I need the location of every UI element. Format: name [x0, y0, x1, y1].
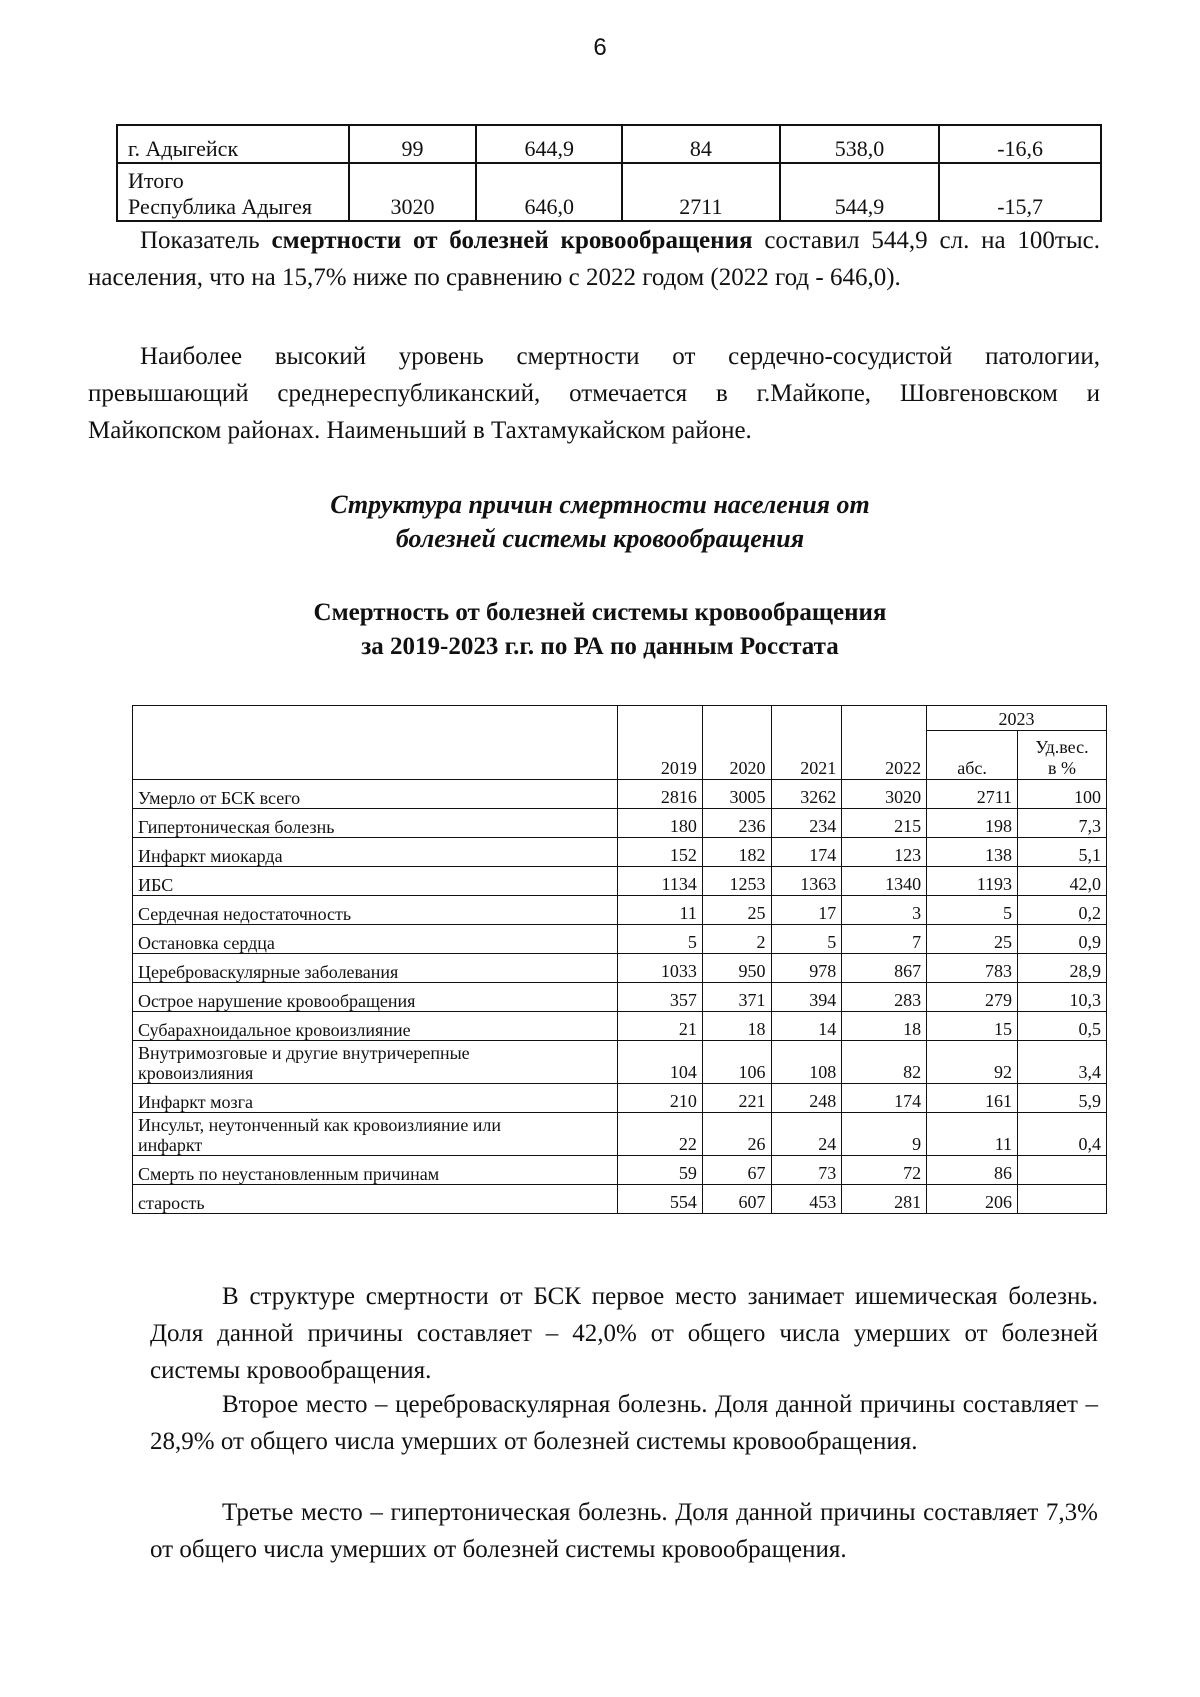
paragraph-third-place: Третье место – гипертоническая болезнь. Доля данной причины составляет 7,3% от общего числа умерших от болезней системы кровообращения. [150, 1499, 1098, 1563]
value-cell: 978 [771, 954, 842, 983]
row-label [117, 163, 349, 221]
table-row [117, 163, 1101, 221]
regional-summary-table [116, 124, 1102, 222]
value-cell: 123 [842, 838, 927, 867]
value-cell: 7,3 [1018, 809, 1107, 838]
cause-name: Инфаркт миокарда [133, 838, 618, 867]
header-abs: абс. [927, 731, 1018, 780]
value-cell: 5 [617, 925, 702, 954]
table-row [133, 896, 1107, 925]
paragraph-regional-levels: Наиболее высокий уровень смертности от сердечно-сосудистой патологии, превышающий среднереспубликанский, отмечается в г.Майкопе, Шовгеновском и Майкопском районах. Наименьший в Тахтамукайском районе. [88, 343, 1100, 444]
cause-name: Умерло от БСК всего [133, 780, 618, 809]
header-row [133, 706, 1107, 731]
table-row [133, 780, 1107, 809]
value-cell: 2711 [927, 780, 1018, 809]
value-cell: 26 [702, 1113, 771, 1156]
value-cell: 1033 [617, 954, 702, 983]
value-cell: 5 [771, 925, 842, 954]
value-cell: 357 [617, 983, 702, 1012]
table-title-line: за 2019-2023 г.г. по РА по данным Росстата [361, 633, 839, 660]
value-cell: 394 [771, 983, 842, 1012]
value-cell: 161 [927, 1084, 1018, 1113]
table-cell: 84 [622, 125, 780, 163]
value-cell: 82 [842, 1041, 927, 1084]
value-cell: 950 [702, 954, 771, 983]
value-cell: 174 [771, 838, 842, 867]
value-cell: 180 [617, 809, 702, 838]
table-cell: 644,9 [476, 125, 622, 163]
value-cell: 9 [842, 1113, 927, 1156]
table-cell: -16,6 [939, 125, 1101, 163]
cause-name-line: инфаркт [138, 1135, 203, 1155]
cause-name: ИБС [133, 867, 618, 896]
cause-name: Инфаркт мозга [133, 1084, 618, 1113]
value-cell: 5,9 [1018, 1084, 1107, 1113]
table-title [0, 596, 1200, 664]
value-cell: 1134 [617, 867, 702, 896]
table-cell: 99 [349, 125, 477, 163]
value-cell: 3 [842, 896, 927, 925]
value-cell: 236 [702, 809, 771, 838]
value-cell: 3005 [702, 780, 771, 809]
header-year-2023: 2023 [927, 706, 1107, 731]
value-cell: 10,3 [1018, 983, 1107, 1012]
text-span: Показатель [140, 227, 272, 254]
value-cell: 0,9 [1018, 925, 1107, 954]
cause-name [133, 1041, 618, 1084]
table-row [133, 1185, 1107, 1214]
table-cell: 538,0 [780, 125, 940, 163]
value-cell: 1253 [702, 867, 771, 896]
row-label: г. Адыгейск [117, 125, 349, 163]
header-year-2022: 2022 [842, 706, 927, 780]
cause-name: Острое нарушение кровообращения [133, 983, 618, 1012]
value-cell: 15 [927, 1012, 1018, 1041]
cause-name: Цереброваскулярные заболевания [133, 954, 618, 983]
value-cell: 0,4 [1018, 1113, 1107, 1156]
table-row [133, 1156, 1107, 1185]
value-cell: 22 [617, 1113, 702, 1156]
table-cell: 2711 [622, 163, 780, 221]
cause-name-line: Инсульт, неутонченный как кровоизлияние или [138, 1115, 502, 1135]
value-cell: 25 [702, 896, 771, 925]
value-cell: 108 [771, 1041, 842, 1084]
value-cell: 0,5 [1018, 1012, 1107, 1041]
value-cell: 1340 [842, 867, 927, 896]
table-cell: 3020 [349, 163, 477, 221]
value-cell: 67 [702, 1156, 771, 1185]
value-cell: 72 [842, 1156, 927, 1185]
value-cell: 28,9 [1018, 954, 1107, 983]
value-cell: 279 [927, 983, 1018, 1012]
value-cell: 106 [702, 1041, 771, 1084]
table-row [133, 983, 1107, 1012]
value-cell: 24 [771, 1113, 842, 1156]
value-cell [1018, 1185, 1107, 1214]
header-share-line: Уд.вес. [1035, 737, 1089, 757]
table-row [133, 1113, 1107, 1156]
value-cell: 234 [771, 809, 842, 838]
value-cell: 783 [927, 954, 1018, 983]
value-cell: 3,4 [1018, 1041, 1107, 1084]
value-cell: 104 [617, 1041, 702, 1084]
table-title-line: Смертность от болезней системы кровообращения [313, 599, 887, 626]
header-share-line: в % [1048, 758, 1077, 778]
mortality-structure-table [132, 705, 1107, 1214]
value-cell: 18 [702, 1012, 771, 1041]
value-cell: 7 [842, 925, 927, 954]
row-label-line: Итого [128, 168, 184, 193]
value-cell: 152 [617, 838, 702, 867]
value-cell: 3262 [771, 780, 842, 809]
value-cell: 221 [702, 1084, 771, 1113]
table-cell: 646,0 [476, 163, 622, 221]
value-cell: 59 [617, 1156, 702, 1185]
paragraph-first-place: В структуре смертности от БСК первое место занимает ишемическая болезнь. Доля данной причины составляет – 42,0% от общего числа умерших от болезней системы кровообращения. [150, 1283, 1098, 1384]
table-row [133, 925, 1107, 954]
page-number: 6 [593, 34, 607, 61]
cause-name: Сердечная недостаточность [133, 896, 618, 925]
cause-name: старость [133, 1185, 618, 1214]
cause-name [133, 1113, 618, 1156]
cause-name-line: кровоизлияния [138, 1063, 254, 1083]
table-cell: 544,9 [780, 163, 940, 221]
table-row [133, 838, 1107, 867]
cause-name: Смерть по неустановленным причинам [133, 1156, 618, 1185]
value-cell: 25 [927, 925, 1018, 954]
section-title [0, 488, 1200, 556]
value-cell: 5,1 [1018, 838, 1107, 867]
table-row [133, 1041, 1107, 1084]
value-cell: 100 [1018, 780, 1107, 809]
value-cell: 867 [842, 954, 927, 983]
value-cell: 11 [617, 896, 702, 925]
value-cell: 18 [842, 1012, 927, 1041]
cause-name: Субарахноидальное кровоизлияние [133, 1012, 618, 1041]
value-cell [1018, 1156, 1107, 1185]
header-year-2020: 2020 [702, 706, 771, 780]
value-cell: 2816 [617, 780, 702, 809]
value-cell: 17 [771, 896, 842, 925]
value-cell: 1193 [927, 867, 1018, 896]
value-cell: 371 [702, 983, 771, 1012]
table-cell: -15,7 [939, 163, 1101, 221]
value-cell: 607 [702, 1185, 771, 1214]
value-cell: 73 [771, 1156, 842, 1185]
header-empty [133, 706, 618, 780]
header-year-2019: 2019 [617, 706, 702, 780]
section-title-line: Структура причин смертности населения от [330, 490, 870, 519]
paragraph-second-place: Второе место – цереброваскулярная болезнь. Доля данной причины составляет – 28,9% от общего числа умерших от болезней системы кровообращения. [150, 1391, 1098, 1455]
value-cell: 198 [927, 809, 1018, 838]
table-row [133, 867, 1107, 896]
section-title-line: болезней системы кровообращения [395, 524, 805, 553]
value-cell: 182 [702, 838, 771, 867]
value-cell: 248 [771, 1084, 842, 1113]
value-cell: 21 [617, 1012, 702, 1041]
value-cell: 5 [927, 896, 1018, 925]
value-cell: 210 [617, 1084, 702, 1113]
cause-name-line: Внутримозговые и другие внутричерепные [138, 1043, 470, 1063]
text-span: составил 544,9 сл. на 100тыс. населения, что на 15,7% ниже по сравнению с 2022 годом (2022 год - 646,0). [88, 227, 1100, 291]
value-cell: 206 [927, 1185, 1018, 1214]
table-row [133, 809, 1107, 838]
table-row [117, 125, 1101, 163]
value-cell: 283 [842, 983, 927, 1012]
value-cell: 174 [842, 1084, 927, 1113]
table-row [133, 1084, 1107, 1113]
paragraph-circulatory-mortality [88, 222, 1100, 296]
value-cell: 554 [617, 1185, 702, 1214]
header-share [1018, 731, 1107, 780]
value-cell: 215 [842, 809, 927, 838]
bold-text: смертности от болезней кровообращения [271, 227, 753, 254]
row-label-line: Республика Адыгея [128, 194, 313, 219]
header-year-2021: 2021 [771, 706, 842, 780]
value-cell: 1363 [771, 867, 842, 896]
value-cell: 92 [927, 1041, 1018, 1084]
value-cell: 281 [842, 1185, 927, 1214]
value-cell: 2 [702, 925, 771, 954]
table-row [133, 1012, 1107, 1041]
cause-name: Остановка сердца [133, 925, 618, 954]
value-cell: 3020 [842, 780, 927, 809]
value-cell: 14 [771, 1012, 842, 1041]
value-cell: 11 [927, 1113, 1018, 1156]
value-cell: 138 [927, 838, 1018, 867]
value-cell: 0,2 [1018, 896, 1107, 925]
value-cell: 42,0 [1018, 867, 1107, 896]
value-cell: 86 [927, 1156, 1018, 1185]
table-row [133, 954, 1107, 983]
cause-name: Гипертоническая болезнь [133, 809, 618, 838]
value-cell: 453 [771, 1185, 842, 1214]
